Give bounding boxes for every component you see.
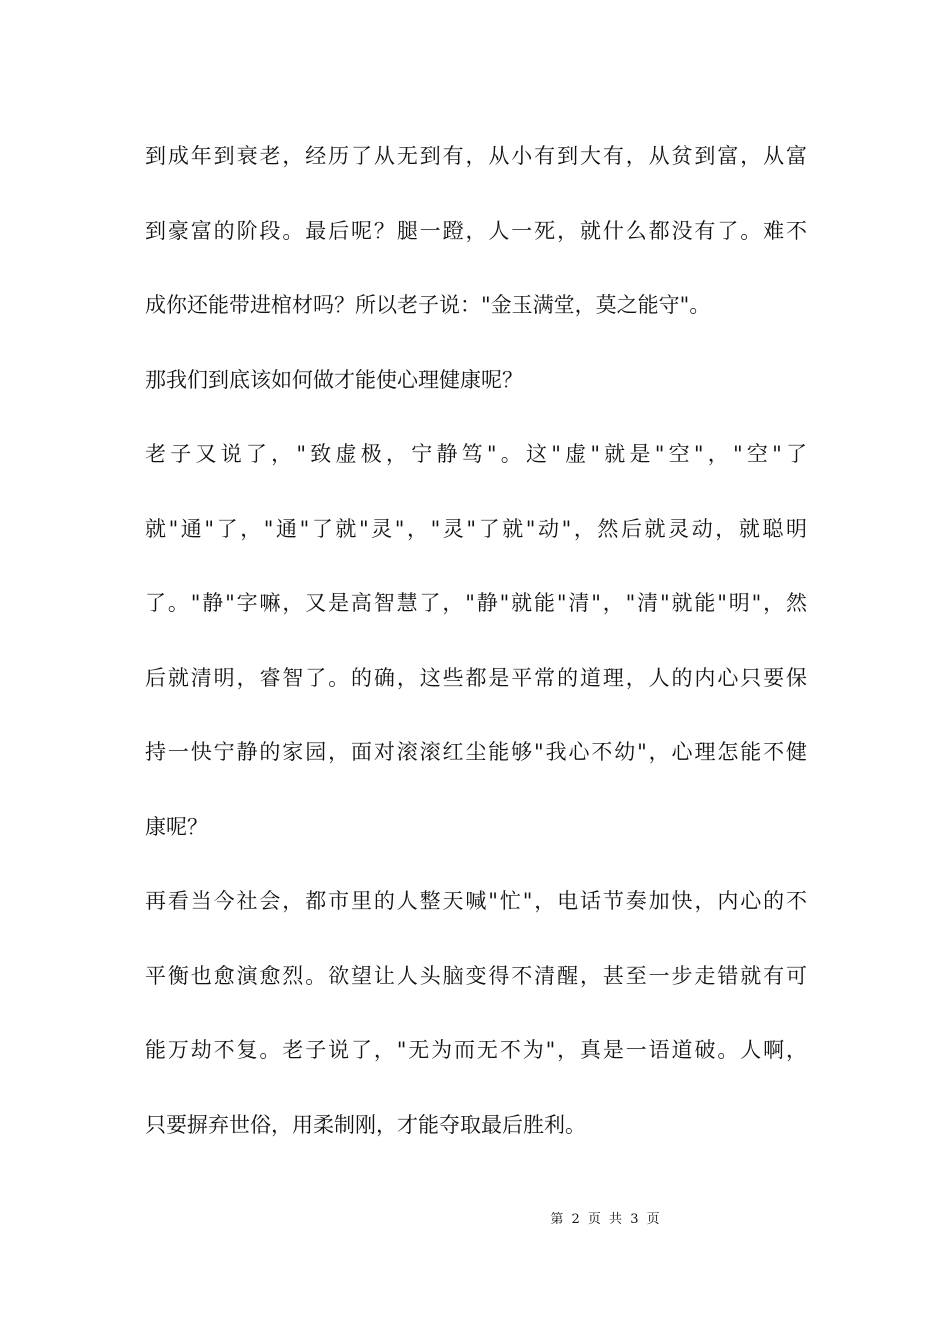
page-footer: 第 2 页 共 3 页 [550, 1212, 660, 1227]
text-line: 那我们到底该如何做才能使心理健康呢？ [145, 367, 523, 392]
text-line: 再看当今社会，都市里的人整天喊"忙"，电话节奏加快，内心的不 [145, 889, 807, 913]
text-line: 成你还能带进棺材吗？所以老子说："金玉满堂，莫之能守"。 [145, 293, 711, 317]
text-line: 持一快宁静的家园，面对滚滚红尘能够"我心不幼"，心理怎能不健 [145, 740, 807, 764]
text-line: 老子又说了，"致虚极，宁静笃"。这"虚"就是"空"，"空"了 [145, 442, 807, 466]
text-line: 后就清明，睿智了。的确，这些都是平常的道理，人的内心只要保 [145, 665, 807, 690]
text-line: 能万劫不复。老子说了，"无为而无不为"，真是一语道破。人啊， [145, 1038, 807, 1062]
document-body [145, 128, 807, 1171]
text-line: 了。"静"字嘛，又是高智慧了，"静"就能"清"，"清"就能"明"，然 [145, 591, 807, 615]
text-line: 康呢？ [145, 814, 208, 839]
text-line: 平衡也愈演愈烈。欲望让人头脑变得不清醒，甚至一步走错就有可 [145, 963, 807, 988]
text-line: 只要摒弃世俗，用柔制刚，才能夺取最后胜利。 [145, 1112, 586, 1137]
text-line: 就"通"了，"通"了就"灵"，"灵"了就"动"，然后就灵动，就聪明 [145, 516, 807, 541]
text-line: 到豪富的阶段。最后呢？腿一蹬，人一死，就什么都没有了。难不 [145, 218, 807, 243]
text-line: 到成年到衰老，经历了从无到有，从小有到大有，从贫到富，从富 [145, 144, 807, 168]
